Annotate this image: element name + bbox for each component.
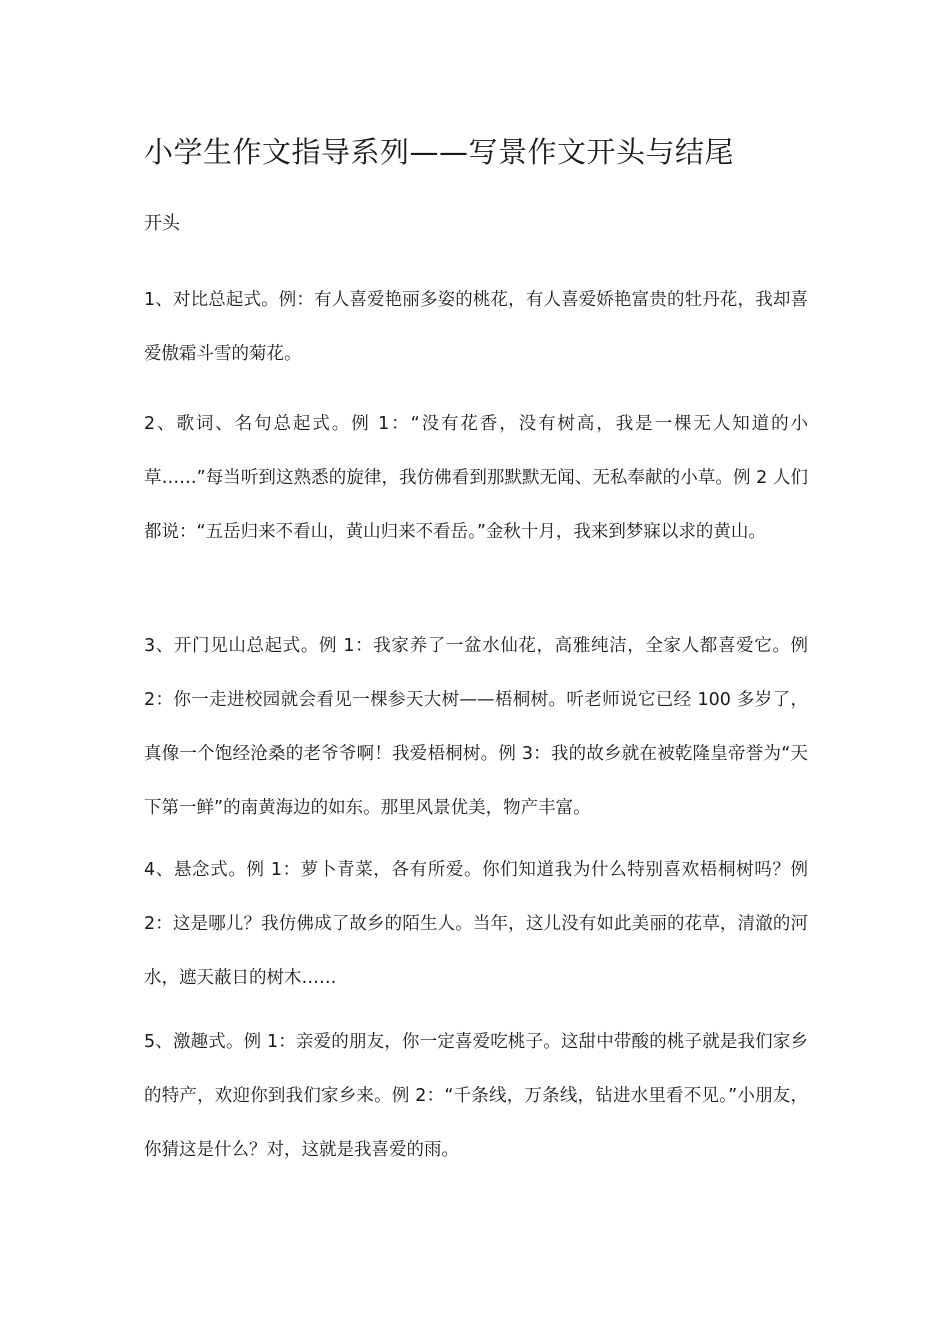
paragraph-3: 3、开门见山总起式。例 1：我家养了一盆水仙花，高雅纯洁，全家人都喜爱它。例 2：你一走进校园就会看见一棵参天大树——梧桐树。听老师说它已经 100 多岁了，真像一个饱经沧桑的老爷爷啊！我爱梧桐树。例 3：我的故乡就在被乾隆皇帝誉为“天下第一鲜”的南黄海边的如东。那里风景优美，物产丰富。 — [144, 636, 808, 818]
paragraph-5: 5、激趣式。例 1：亲爱的朋友，你一定喜爱吃桃子。这甜中带酸的桃子就是我们家乡的特产，欢迎你到我们家乡来。例 2：“千条线，万条线，钻进水里看不见。”小朋友，你猜这是什么？对，这就是我喜爱的雨。 — [144, 1032, 808, 1160]
paragraph-2: 2、歌词、名句总起式。例 1：“没有花香，没有树高，我是一棵无人知道的小草……”每当听到这熟悉的旋律，我仿佛看到那默默无闻、无私奉献的小草。例 2 人们都说：“五岳归来不看山，黄山归来不看岳。”金秋十月，我来到梦寐以求的黄山。 — [144, 414, 808, 542]
section-heading: 开头 — [144, 213, 180, 234]
paragraph-1: 1、对比总起式。例：有人喜爱艳丽多姿的桃花，有人喜爱娇艳富贵的牡丹花，我却喜爱傲霜斗雪的菊花。 — [144, 290, 808, 364]
paragraph-4: 4、悬念式。例 1：萝卜青菜，各有所爱。你们知道我为什么特别喜欢梧桐树吗？例 2：这是哪儿？我仿佛成了故乡的陌生人。当年，这儿没有如此美丽的花草，清澈的河水，遮天蔽日的树木…… — [144, 860, 808, 988]
document-title: 小学生作文指导系列——写景作文开头与结尾 — [144, 135, 735, 169]
